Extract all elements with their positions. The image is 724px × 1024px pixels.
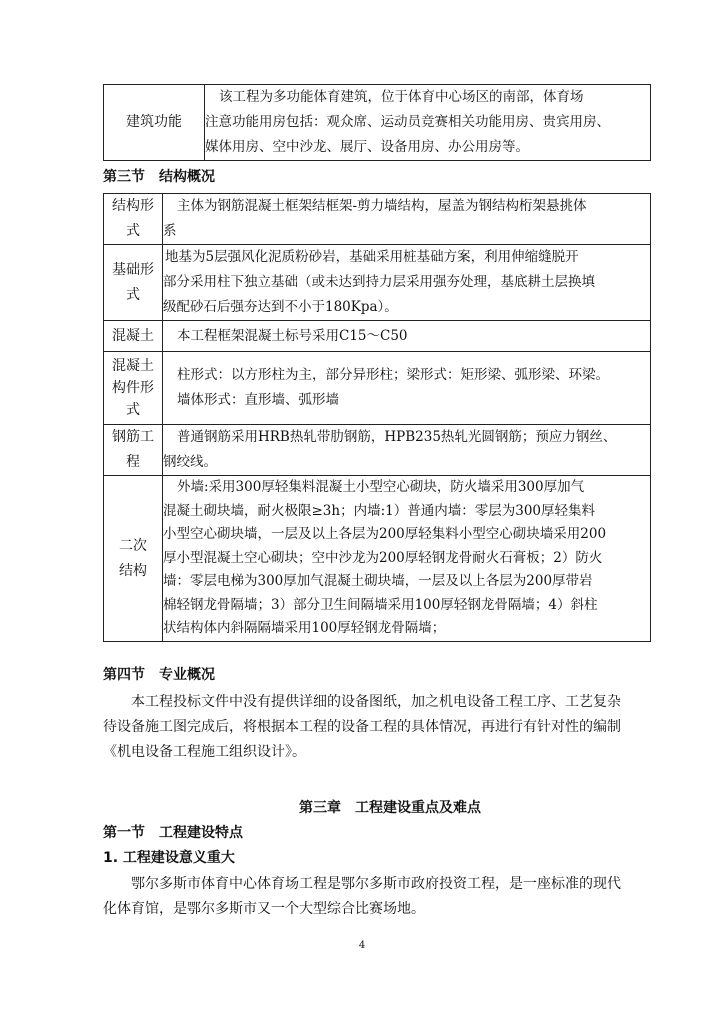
- subsection1-paragraph: [103, 872, 651, 922]
- paragraph-line: 化体育馆，是鄂尔多斯市又一个大型综合比赛场地。: [103, 901, 425, 917]
- section1-heading: 第一节 工程建设特点: [103, 825, 243, 841]
- label-line: 式: [126, 402, 140, 418]
- label-line: 混凝土: [112, 327, 154, 344]
- content-line: 地基为5层强风化泥质粉砂岩，基础采用桩基础方案，利用伸缩缝脱开: [165, 249, 579, 265]
- label-line: 混凝土: [112, 358, 154, 374]
- section4-heading: 第四节 专业概况: [103, 667, 215, 683]
- content-line: 柱形式：以方形柱为主，部分异形柱；梁形式：矩形梁、弧形梁、环梁。: [177, 367, 609, 383]
- structure-row-label: [104, 194, 163, 245]
- label-line: 结构: [119, 562, 147, 579]
- label-line: 基础形: [112, 261, 154, 278]
- table1-label: [104, 85, 205, 161]
- concrete-row-label: [104, 321, 163, 352]
- paragraph-line: 本工程投标文件中没有提供详细的设备图纸，加之机电设备工程工序、工艺复杂: [131, 694, 621, 710]
- table1-label-text: 建筑功能: [126, 114, 182, 130]
- label-line: 程: [126, 454, 140, 470]
- content-line: 棉轻钢龙骨隔墙；3）部分卫生间隔墙采用100厚轻钢龙骨隔墙；4）斜柱: [163, 596, 598, 613]
- concrete-row-content: [163, 321, 651, 352]
- member-row-content: [163, 352, 651, 425]
- content-line: 状结构体内斜隔隔墙采用100厚轻钢龙骨隔墙；: [163, 620, 446, 637]
- member-row-label: [104, 352, 163, 425]
- content-line: 主体为钢筋混凝土框架结框架-剪力墙结构，屋盖为钢结构桁架悬挑体: [177, 198, 587, 214]
- subsection1-heading: 1. 工程建设意义重大: [103, 850, 235, 866]
- content-line: 本工程框架混凝土标号采用C15～C50: [177, 327, 408, 344]
- label-line: 结构形: [112, 198, 154, 214]
- content-line: 外墙:采用300厚轻集料混凝土小型空心砌块，防火墙采用300厚加气: [177, 479, 585, 496]
- content-line: 混凝土砌块墙，耐火极限≥3h；内墙:1）普通内墙：零层为300厚轻集料: [163, 502, 595, 519]
- section3-heading: 第三节 结构概况: [103, 169, 215, 185]
- paragraph-line: 《机电设备工程施工组织设计》。: [103, 744, 306, 760]
- content-line: 普通钢筋采用HRB热轧带肋钢筋，HPB235热轧光圆钢筋；预应力钢丝、: [177, 429, 617, 445]
- paragraph-line: 待设备施工图完成后，将根据本工程的设备工程的具体情况，再进行有针对性的编制: [103, 719, 621, 735]
- content-line: 小型空心砌块墙，一层及以上各层为200厚轻集料小型空心砌块墙采用200: [163, 526, 607, 543]
- content-line: 钢绞线。: [163, 454, 217, 470]
- label-line: 构件形: [112, 380, 154, 396]
- structure-table: [103, 193, 651, 642]
- secondary-row-label: [104, 476, 163, 642]
- building-function-table: [103, 84, 651, 161]
- table1-line: 注意功能用房包括：观众席、运动员竞赛相关功能用房、贵宾用房、: [205, 114, 610, 130]
- chapter3-heading: 第三章 工程建设重点及难点: [299, 800, 481, 816]
- rebar-row-content: [163, 425, 651, 476]
- table1-line: 媒体用房、空中沙龙、展厅、设备用房、办公用房等。: [205, 139, 529, 155]
- foundation-row-label: [104, 245, 163, 321]
- section4-paragraph: [103, 690, 651, 765]
- content-line: 墙：零层电梯为300厚加气混凝土砌块墙，一层及以上各层为200厚带岩: [163, 573, 593, 590]
- label-line: 式: [126, 223, 140, 239]
- content-line: 部分采用柱下独立基础（或未达到持力层采用强夯处理，基底耕土层换填: [163, 274, 595, 290]
- content-line: 厚小型混凝土空心砌块；空中沙龙为200厚轻钢龙骨耐火石膏板；2）防火: [163, 549, 603, 566]
- foundation-row-content: [163, 245, 651, 321]
- content-line: 墙体形式：直形墙、弧形墙: [177, 392, 339, 408]
- label-line: 式: [126, 286, 140, 303]
- page-number: 4: [358, 940, 366, 951]
- table1-content: [205, 85, 651, 161]
- label-line: 二次: [119, 537, 147, 554]
- table1-line: 该工程为多功能体育建筑，位于体育中心场区的南部，体育场: [219, 89, 584, 105]
- label-line: 钢筋工: [112, 429, 154, 445]
- content-line: 系: [163, 223, 177, 239]
- rebar-row-label: [104, 425, 163, 476]
- paragraph-line: 鄂尔多斯市体育中心体育场工程是鄂尔多斯市政府投资工程，是一座标准的现代: [131, 876, 621, 892]
- content-line: 级配砂石后强夯达到不小于180Kpa）。: [163, 299, 398, 315]
- structure-row-content: [163, 194, 651, 245]
- secondary-row-content: [163, 476, 651, 642]
